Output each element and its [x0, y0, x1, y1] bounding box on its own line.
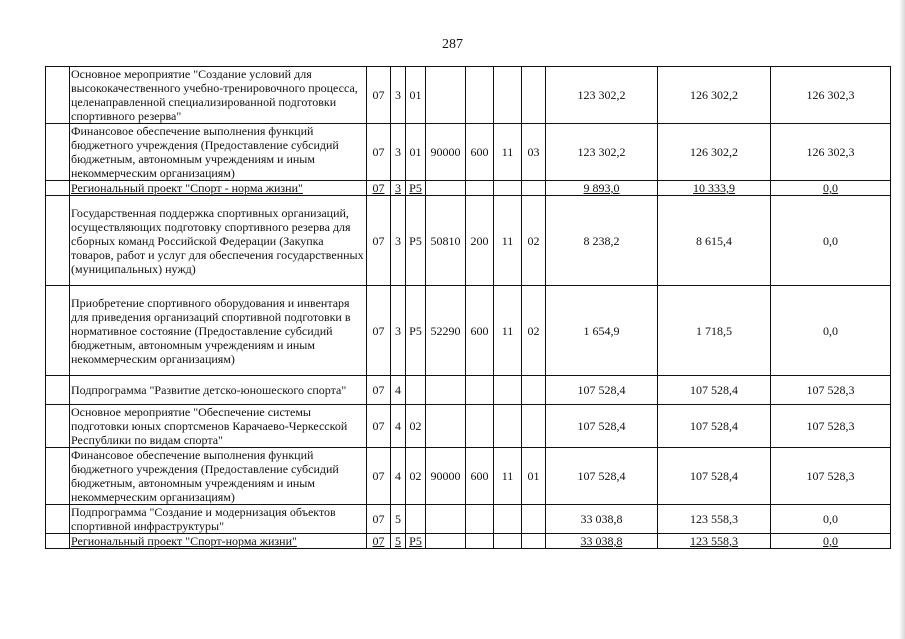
code-subsection: 5	[391, 505, 406, 534]
code-expense-type	[466, 181, 494, 196]
row-name: Государственная поддержка спортивных организаций, осуществляющих подготовку спортивного резерва для сборных команд Российской Федерации (Закупка товаров, работ и услуг для обеспечения государственных (муниципальных) нужд)	[70, 196, 367, 286]
code-direction: 90000	[426, 448, 466, 505]
table-row	[46, 181, 891, 196]
amount-year-1: 107 528,4	[546, 376, 658, 405]
code-chapter	[494, 67, 522, 124]
amount-year-2: 126 302,2	[658, 67, 771, 124]
table-row	[46, 505, 891, 534]
code-subsection: 4	[391, 376, 406, 405]
code-chapter	[494, 181, 522, 196]
amount-year-3: 0,0	[771, 534, 891, 549]
code-direction	[426, 181, 466, 196]
code-subsection: 3	[391, 286, 406, 376]
amount-year-3: 107 528,3	[771, 448, 891, 505]
code-section: 07	[367, 196, 391, 286]
amount-year-1: 33 038,8	[546, 505, 658, 534]
code-subchapter: 02	[522, 196, 546, 286]
budget-table	[45, 66, 891, 549]
code-activity: 02	[406, 448, 426, 505]
row-name: Основное мероприятие "Обеспечение системы подготовки юных спортсменов Карачаево-Черкесской Республики по видам спорта"	[70, 405, 367, 448]
code-activity: P5	[406, 534, 426, 549]
amount-year-1: 8 238,2	[546, 196, 658, 286]
amount-year-1: 1 654,9	[546, 286, 658, 376]
code-subchapter: 01	[522, 448, 546, 505]
code-section: 07	[367, 124, 391, 181]
code-activity	[406, 505, 426, 534]
row-name: Финансовое обеспечение выполнения функций бюджетного учреждения (Предоставление субсидий бюджетным, автономным учреждениям и иным некоммерческим организациям)	[70, 448, 367, 505]
code-chapter: 11	[494, 286, 522, 376]
code-subsection: 4	[391, 448, 406, 505]
code-expense-type: 600	[466, 286, 494, 376]
row-margin-cell	[46, 124, 70, 181]
row-margin-cell	[46, 405, 70, 448]
code-section: 07	[367, 181, 391, 196]
amount-year-2: 107 528,4	[658, 448, 771, 505]
amount-year-3: 126 302,3	[771, 124, 891, 181]
row-margin-cell	[46, 534, 70, 549]
row-margin-cell	[46, 181, 70, 196]
row-margin-cell	[46, 376, 70, 405]
amount-year-3: 0,0	[771, 196, 891, 286]
code-subsection: 3	[391, 124, 406, 181]
row-name: Основное мероприятие "Создание условий для высококачественного учебно-тренировочного процесса, целенаправленной специализированной подготовки спортивного резерва"	[70, 67, 367, 124]
row-name: Приобретение спортивного оборудования и инвентаря для приведения организаций спортивной подготовки в нормативное состояние (Предоставление субсидий бюджетным, автономным учреждениям и иным некоммерческим организациям)	[70, 286, 367, 376]
code-subchapter	[522, 405, 546, 448]
code-direction	[426, 405, 466, 448]
code-direction	[426, 376, 466, 405]
code-activity	[406, 376, 426, 405]
code-chapter	[494, 376, 522, 405]
amount-year-2: 107 528,4	[658, 376, 771, 405]
amount-year-2: 10 333,9	[658, 181, 771, 196]
amount-year-2: 1 718,5	[658, 286, 771, 376]
code-expense-type: 200	[466, 196, 494, 286]
row-name: Подпрограмма "Развитие детско-юношеского спорта"	[70, 376, 367, 405]
code-subsection: 5	[391, 534, 406, 549]
code-activity: P5	[406, 286, 426, 376]
code-chapter: 11	[494, 448, 522, 505]
code-chapter	[494, 405, 522, 448]
table-row	[46, 405, 891, 448]
code-subchapter	[522, 181, 546, 196]
code-direction	[426, 534, 466, 549]
code-section: 07	[367, 286, 391, 376]
table-row	[46, 448, 891, 505]
page-number: 287	[442, 37, 463, 52]
code-subsection: 3	[391, 181, 406, 196]
amount-year-3: 126 302,3	[771, 67, 891, 124]
row-name: Финансовое обеспечение выполнения функций бюджетного учреждения (Предоставление субсидий бюджетным, автономным учреждениям и иным некоммерческим организациям)	[70, 124, 367, 181]
amount-year-1: 123 302,2	[546, 124, 658, 181]
amount-year-1: 9 893,0	[546, 181, 658, 196]
code-direction: 90000	[426, 124, 466, 181]
amount-year-1: 123 302,2	[546, 67, 658, 124]
code-section: 07	[367, 405, 391, 448]
amount-year-2: 123 558,3	[658, 534, 771, 549]
code-subchapter: 02	[522, 286, 546, 376]
scan-edge-shadow	[899, 0, 905, 639]
code-section: 07	[367, 67, 391, 124]
code-subchapter	[522, 376, 546, 405]
code-direction	[426, 67, 466, 124]
code-activity: P5	[406, 196, 426, 286]
code-subsection: 4	[391, 405, 406, 448]
code-chapter	[494, 505, 522, 534]
code-subchapter: 03	[522, 124, 546, 181]
code-chapter: 11	[494, 124, 522, 181]
code-section: 07	[367, 448, 391, 505]
amount-year-3: 0,0	[771, 286, 891, 376]
code-activity: P5	[406, 181, 426, 196]
amount-year-3: 107 528,3	[771, 376, 891, 405]
code-direction: 50810	[426, 196, 466, 286]
table-row	[46, 286, 891, 376]
row-name: Подпрограмма "Создание и модернизация объектов спортивной инфраструктуры"	[70, 505, 367, 534]
code-section: 07	[367, 534, 391, 549]
code-subsection: 3	[391, 67, 406, 124]
code-expense-type	[466, 505, 494, 534]
row-margin-cell	[46, 286, 70, 376]
code-direction	[426, 505, 466, 534]
code-chapter: 11	[494, 196, 522, 286]
table-row	[46, 196, 891, 286]
row-margin-cell	[46, 67, 70, 124]
code-activity: 02	[406, 405, 426, 448]
code-expense-type	[466, 534, 494, 549]
code-expense-type: 600	[466, 448, 494, 505]
amount-year-2: 126 302,2	[658, 124, 771, 181]
code-expense-type	[466, 405, 494, 448]
table-row	[46, 67, 891, 124]
code-subchapter	[522, 67, 546, 124]
row-margin-cell	[46, 196, 70, 286]
code-activity: 01	[406, 67, 426, 124]
row-margin-cell	[46, 448, 70, 505]
code-expense-type	[466, 376, 494, 405]
code-chapter	[494, 534, 522, 549]
code-subchapter	[522, 534, 546, 549]
row-name: Региональный проект "Спорт - норма жизни"	[70, 181, 367, 196]
table-row	[46, 376, 891, 405]
amount-year-3: 107 528,3	[771, 405, 891, 448]
amount-year-3: 0,0	[771, 181, 891, 196]
code-expense-type: 600	[466, 124, 494, 181]
code-expense-type	[466, 67, 494, 124]
row-name: Региональный проект "Спорт-норма жизни"	[70, 534, 367, 549]
code-activity: 01	[406, 124, 426, 181]
table-row	[46, 534, 891, 549]
code-section: 07	[367, 505, 391, 534]
code-subchapter	[522, 505, 546, 534]
table-row	[46, 124, 891, 181]
amount-year-1: 107 528,4	[546, 448, 658, 505]
code-subsection: 3	[391, 196, 406, 286]
amount-year-2: 123 558,3	[658, 505, 771, 534]
code-direction: 52290	[426, 286, 466, 376]
amount-year-1: 107 528,4	[546, 405, 658, 448]
amount-year-1: 33 038,8	[546, 534, 658, 549]
code-section: 07	[367, 376, 391, 405]
amount-year-2: 107 528,4	[658, 405, 771, 448]
amount-year-3: 0,0	[771, 505, 891, 534]
row-margin-cell	[46, 505, 70, 534]
amount-year-2: 8 615,4	[658, 196, 771, 286]
